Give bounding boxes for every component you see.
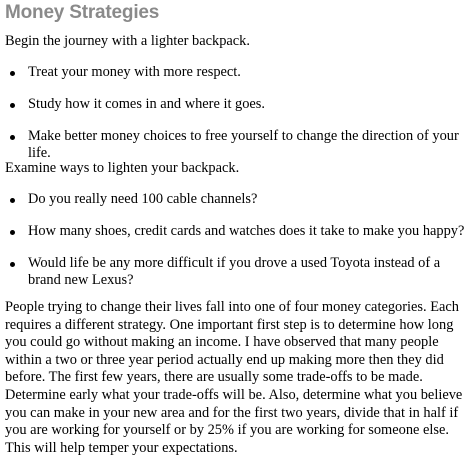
section-1-intro: Begin the journey with a lighter backpack. — [5, 33, 250, 49]
bullet-icon — [10, 262, 15, 267]
bullet-icon — [10, 230, 15, 235]
list-item-text: Would life be any more difficult if you drove a used Toyota instead of a brand new Lexus? — [28, 255, 441, 288]
list-item — [28, 255, 460, 289]
list-item-text: Make better money choices to free yourself to change the direction of your life. — [28, 128, 459, 161]
list-item-text: How many shoes, credit cards and watches does it take to make you happy? — [28, 223, 465, 239]
body-paragraph: People trying to change their lives fall into one of four money categories. Each requires a different strategy. One important first step is to determine how long you could go without making an income. I have observed that many people within a two or three year period actually end up making more then they did before. The first few years, there are usually some trade-offs to be made. Determine early what your trade-offs will be. Also, determine what you believe you can make in your new area and for the first two years, divide that in half if you are working for yourself or by 25% if you are working for someone else. This will help temper your expectations. — [5, 299, 463, 456]
list-item — [28, 128, 468, 162]
list-item-text: Do you really need 100 cable channels? — [28, 191, 258, 207]
article-title: Money Strategies — [5, 2, 160, 23]
bullet-icon — [10, 103, 15, 108]
list-item — [28, 223, 468, 240]
bullet-icon — [10, 71, 15, 76]
bullet-icon — [10, 135, 15, 140]
list-item-text: Treat your money with more respect. — [28, 64, 241, 80]
list-item — [28, 191, 468, 208]
bullet-icon — [10, 198, 15, 203]
list-item — [28, 96, 468, 113]
section-2-intro: Examine ways to lighten your backpack. — [5, 160, 240, 176]
list-item-text: Study how it comes in and where it goes. — [28, 96, 266, 112]
list-item — [28, 64, 468, 81]
